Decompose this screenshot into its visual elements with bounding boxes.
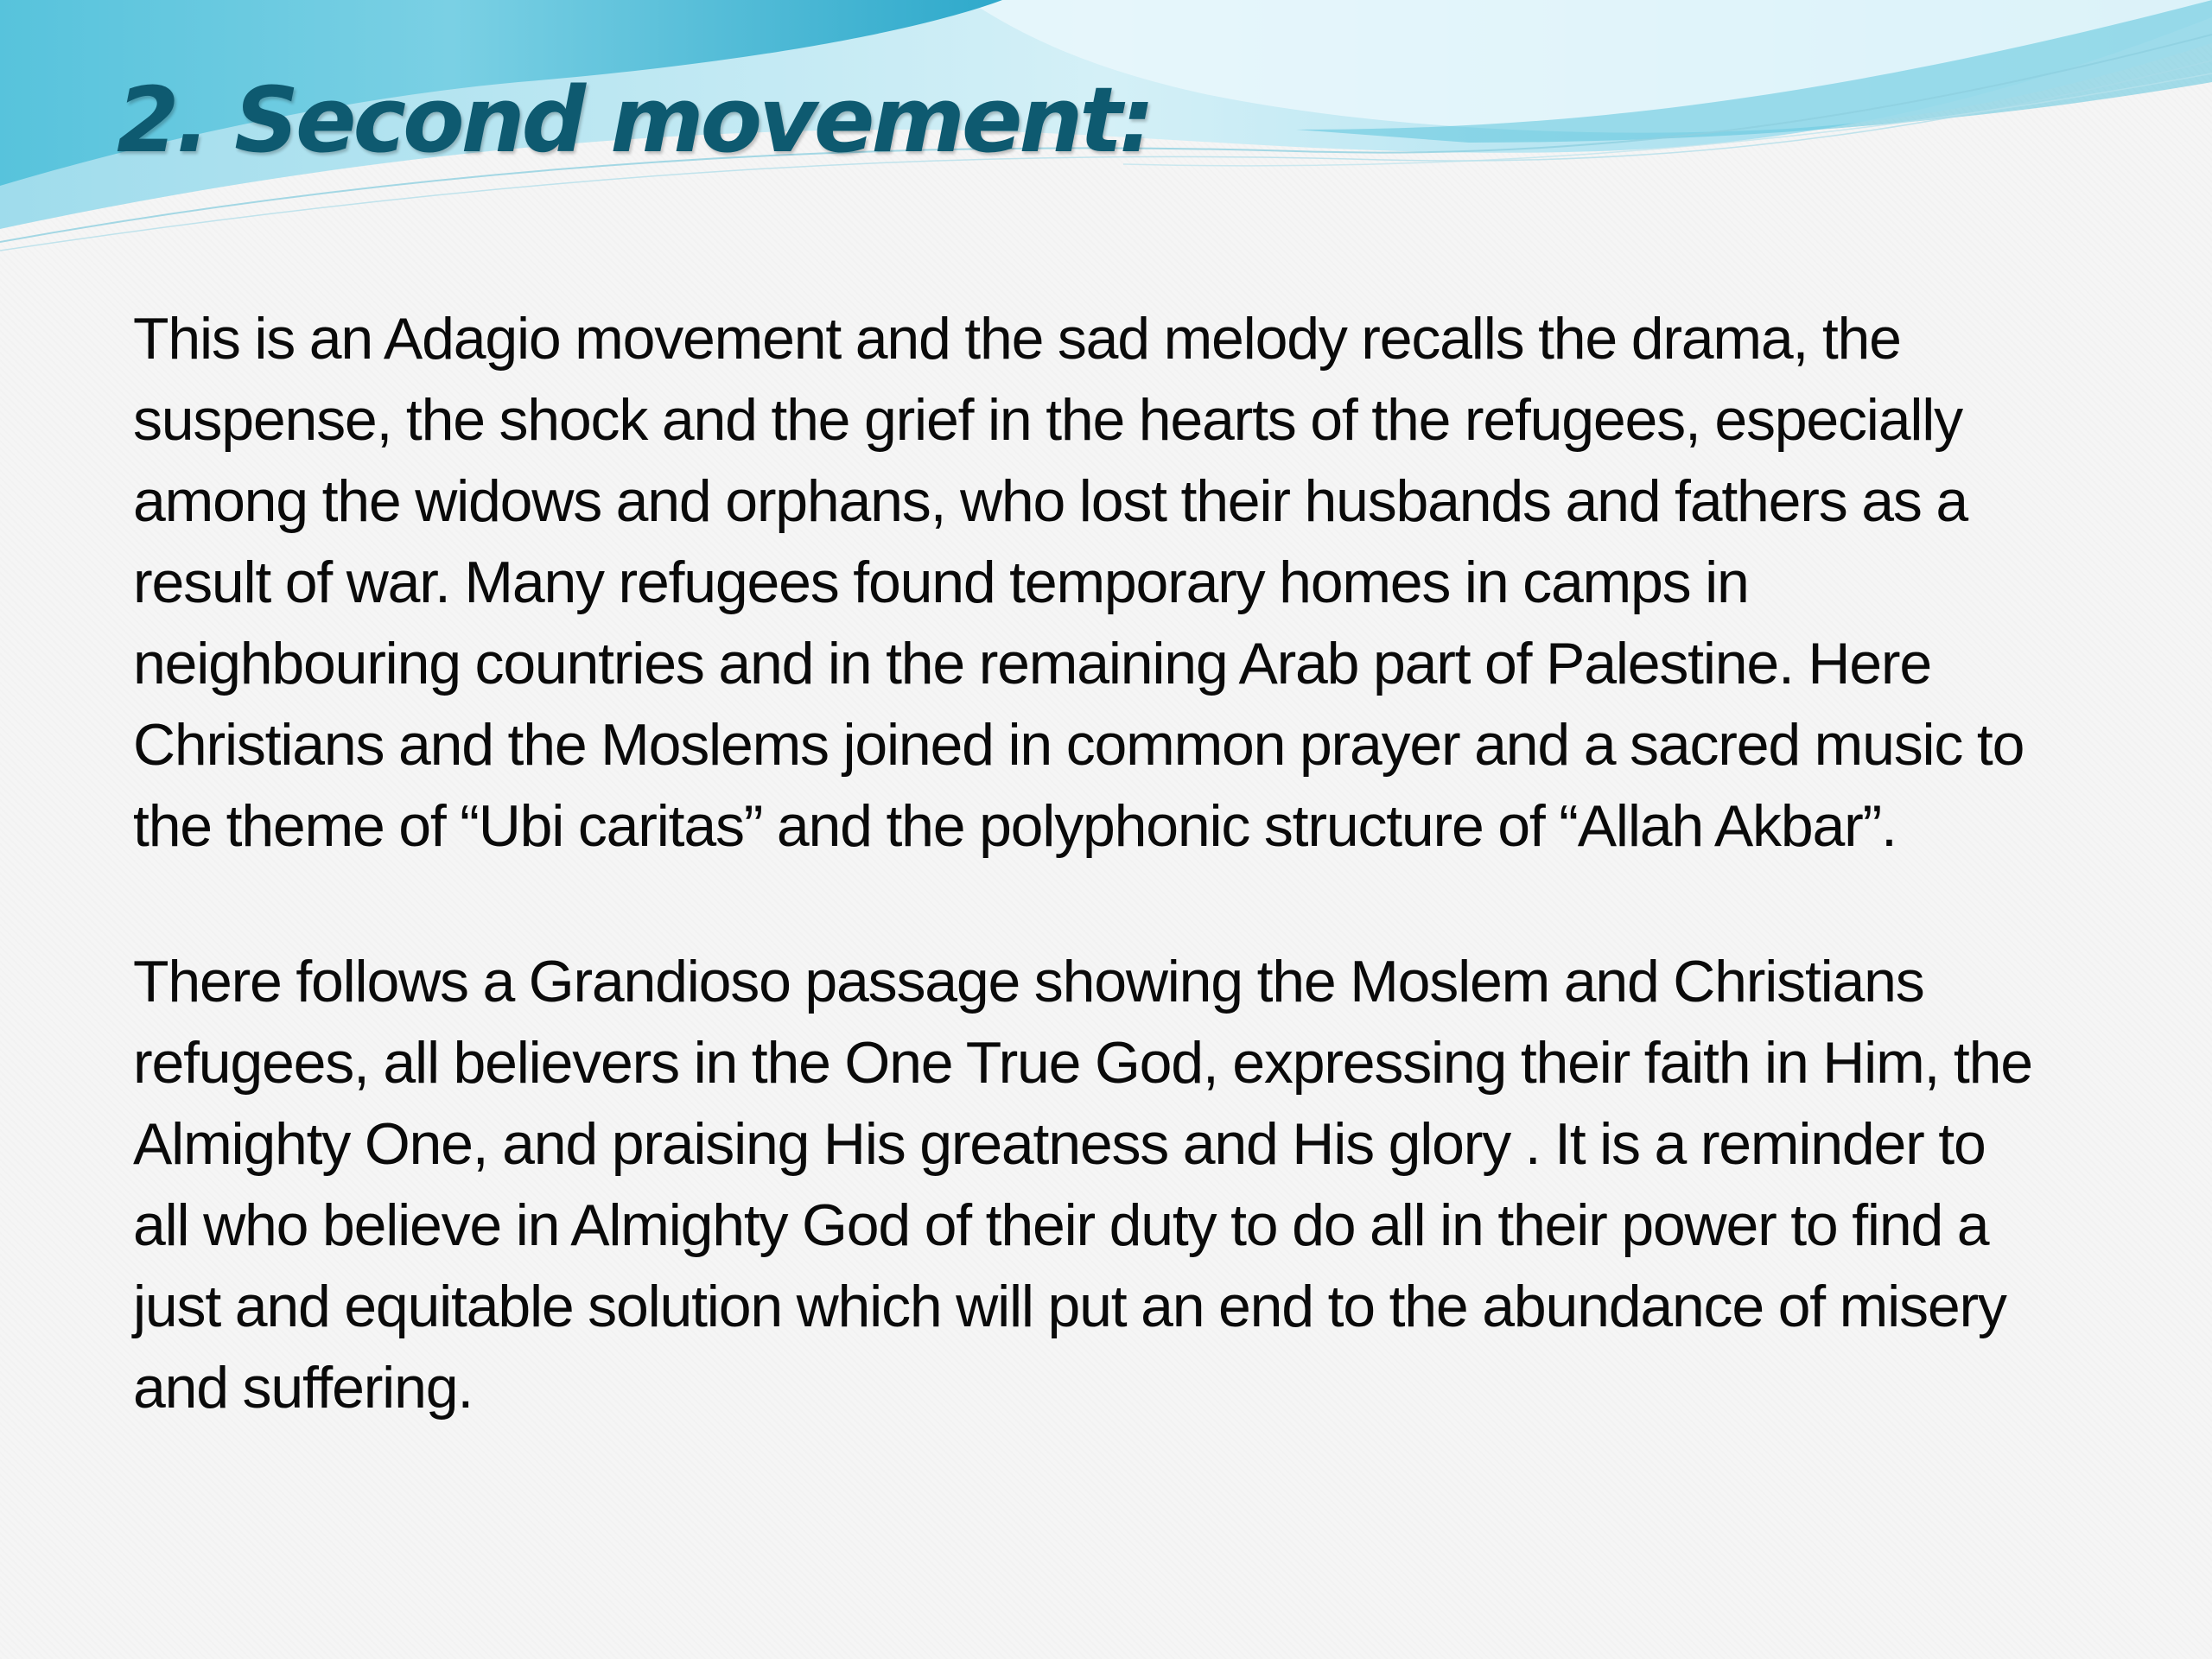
slide-title: 2. Second movement: xyxy=(117,67,1152,173)
body-paragraph-2: There follows a Grandioso passage showing the Moslem and Christians refugees, all believers in the One True God, expressing their faith in Him, the Almighty One, and praising His greatness and His glory . It is a reminder to all who believe in Almighty God of their duty to do all in their power to find a just and equitable solution which will put an end to the abundance of misery and suffering. xyxy=(133,949,2032,1421)
slide-body xyxy=(133,298,2077,1428)
body-paragraph-1: This is an Adagio movement and the sad melody recalls the drama, the suspense, the shock and the grief in the hearts of the refugees, especially among the widows and orphans, who lost their husbands and fathers as a result of war. Many refugees found temporary homes in camps in neighbouring countries and in the remaining Arab part of Palestine. Here Christians and the Moslems joined in common prayer and a sacred music to the theme of “Ubi caritas” and the polyphonic structure of “Allah Akbar”. xyxy=(133,306,2024,859)
